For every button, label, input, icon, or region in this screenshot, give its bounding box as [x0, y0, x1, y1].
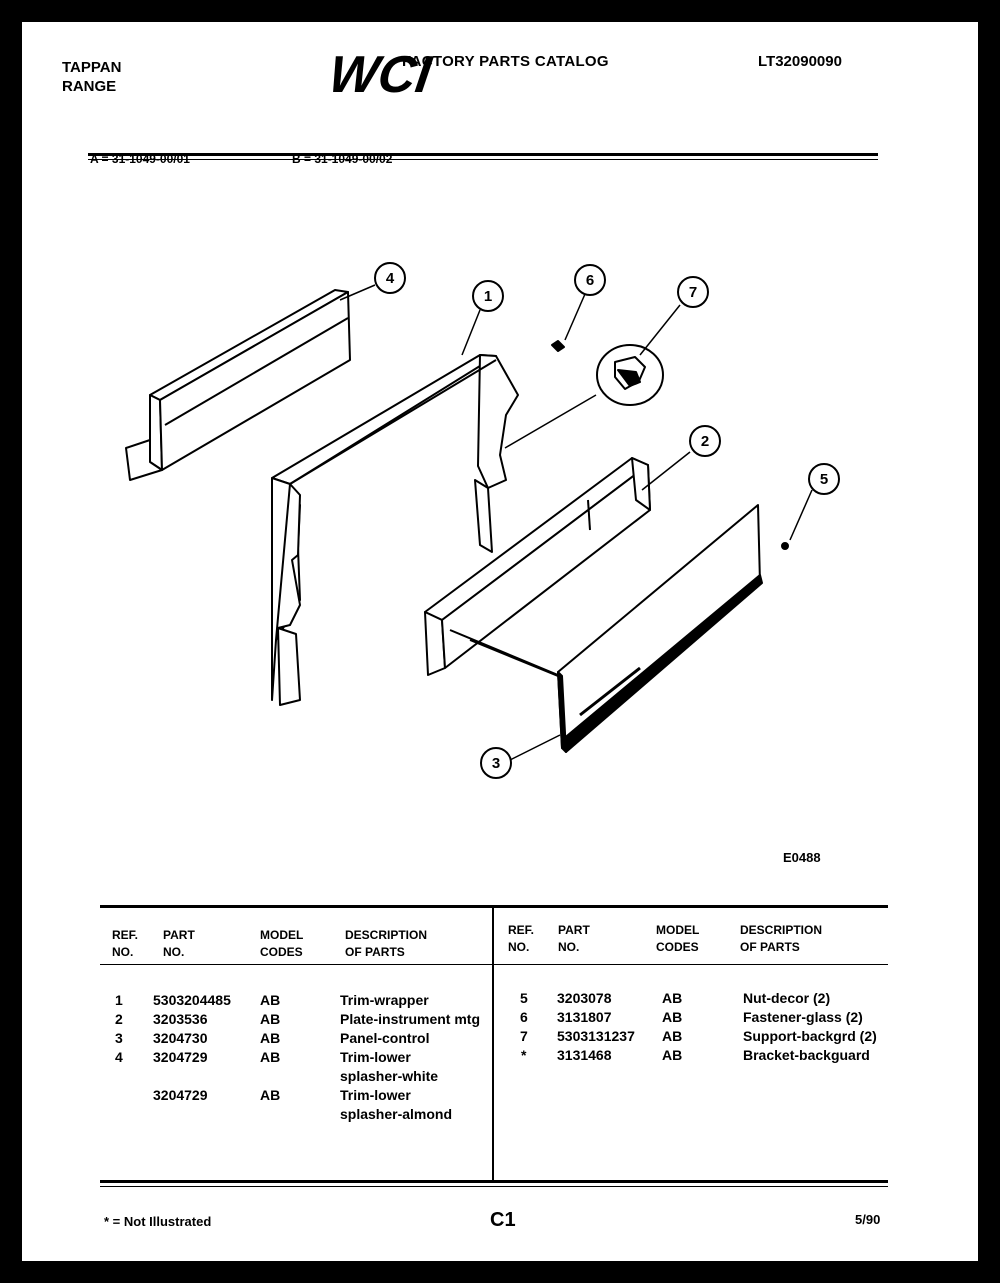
date-code: 5/90 — [855, 1212, 881, 1227]
brand-name: TAPPAN — [62, 59, 122, 76]
callout-4: 4 — [385, 270, 395, 287]
catalog-title: FACTORY PARTS CATALOG — [402, 53, 609, 70]
description-cont: splasher-white — [340, 1068, 439, 1084]
ref-no: 6 — [520, 1009, 528, 1025]
ref-no: 4 — [115, 1049, 123, 1065]
table-bottom-rule-thin — [100, 1186, 888, 1187]
description: Nut-decor (2) — [743, 990, 831, 1006]
table-header-rule — [100, 964, 888, 965]
header-model-right: MODEL CODES — [656, 923, 700, 954]
header-desc-right: DESCRIPTION OF PARTS — [740, 923, 823, 954]
callout-3: 3 — [491, 755, 501, 772]
page-number: C1 — [490, 1209, 516, 1231]
product-name: RANGE — [62, 78, 117, 95]
description: Trim-lower — [340, 1087, 411, 1103]
ref-no: * — [521, 1047, 527, 1063]
part-7-support-backgrd — [597, 345, 663, 405]
part-no: 3204730 — [153, 1030, 208, 1046]
ref-no: 7 — [520, 1028, 528, 1044]
ref-no: 1 — [115, 992, 123, 1008]
table-divider — [492, 908, 494, 1180]
part-no: 3204729 — [153, 1087, 208, 1103]
header-ref: REF. NO. — [112, 928, 139, 959]
description: Bracket-backguard — [743, 1047, 870, 1063]
header-model: MODEL CODES — [260, 928, 304, 959]
model-code: AB — [260, 992, 281, 1008]
model-code: AB — [662, 1047, 683, 1063]
table-top-rule — [100, 905, 888, 908]
description: Fastener-glass (2) — [743, 1009, 863, 1025]
model-code: AB — [260, 1049, 281, 1065]
part-no: 3203536 — [153, 1011, 208, 1027]
model-code: AB — [662, 990, 683, 1006]
description-cont: splasher-almond — [340, 1106, 453, 1122]
part-no: 5303204485 — [153, 992, 231, 1008]
figure-code: E0488 — [783, 850, 821, 865]
header-part: PART NO. — [163, 928, 195, 959]
part-1-trim-wrapper — [272, 355, 518, 705]
footnote: * = Not Illustrated — [104, 1214, 212, 1229]
part-no: 3204729 — [153, 1049, 208, 1065]
header-part-right: PART NO. — [558, 923, 590, 954]
callout-6: 6 — [585, 272, 595, 289]
callout-1: 1 — [483, 288, 493, 305]
ref-no: 2 — [115, 1011, 123, 1027]
model-code-a: A = 31-1049-00/01 — [90, 152, 190, 166]
model-code-b: B = 31-1049-00/02 — [292, 152, 393, 166]
description: Support-backgrd (2) — [743, 1028, 877, 1044]
part-5-nut-decor — [782, 543, 788, 549]
callout-2: 2 — [700, 433, 710, 450]
part-no: 3131807 — [557, 1009, 612, 1025]
header-ref-right: REF. NO. — [508, 923, 535, 954]
ref-no: 5 — [520, 990, 528, 1006]
callout-5: 5 — [819, 471, 829, 488]
ref-no: 3 — [115, 1030, 123, 1046]
part-no: 3203078 — [557, 990, 612, 1006]
model-code: AB — [260, 1030, 281, 1046]
part-6-fastener-glass — [552, 341, 564, 351]
svg-text:WCI: WCI — [325, 46, 435, 104]
description: Trim-wrapper — [340, 992, 429, 1008]
model-number: LT32090090 — [758, 53, 842, 70]
table-bottom-rule — [100, 1180, 888, 1183]
header-desc: DESCRIPTION OF PARTS — [345, 928, 428, 959]
callout-7: 7 — [688, 284, 698, 301]
part-no: 3131468 — [557, 1047, 612, 1063]
model-code: AB — [662, 1009, 683, 1025]
description: Plate-instrument mtg — [340, 1011, 481, 1027]
description: Trim-lower — [340, 1049, 411, 1065]
model-code: AB — [260, 1087, 281, 1103]
model-code: AB — [260, 1011, 281, 1027]
part-no: 5303131237 — [557, 1028, 635, 1044]
description: Panel-control — [340, 1030, 430, 1046]
model-code: AB — [662, 1028, 683, 1044]
